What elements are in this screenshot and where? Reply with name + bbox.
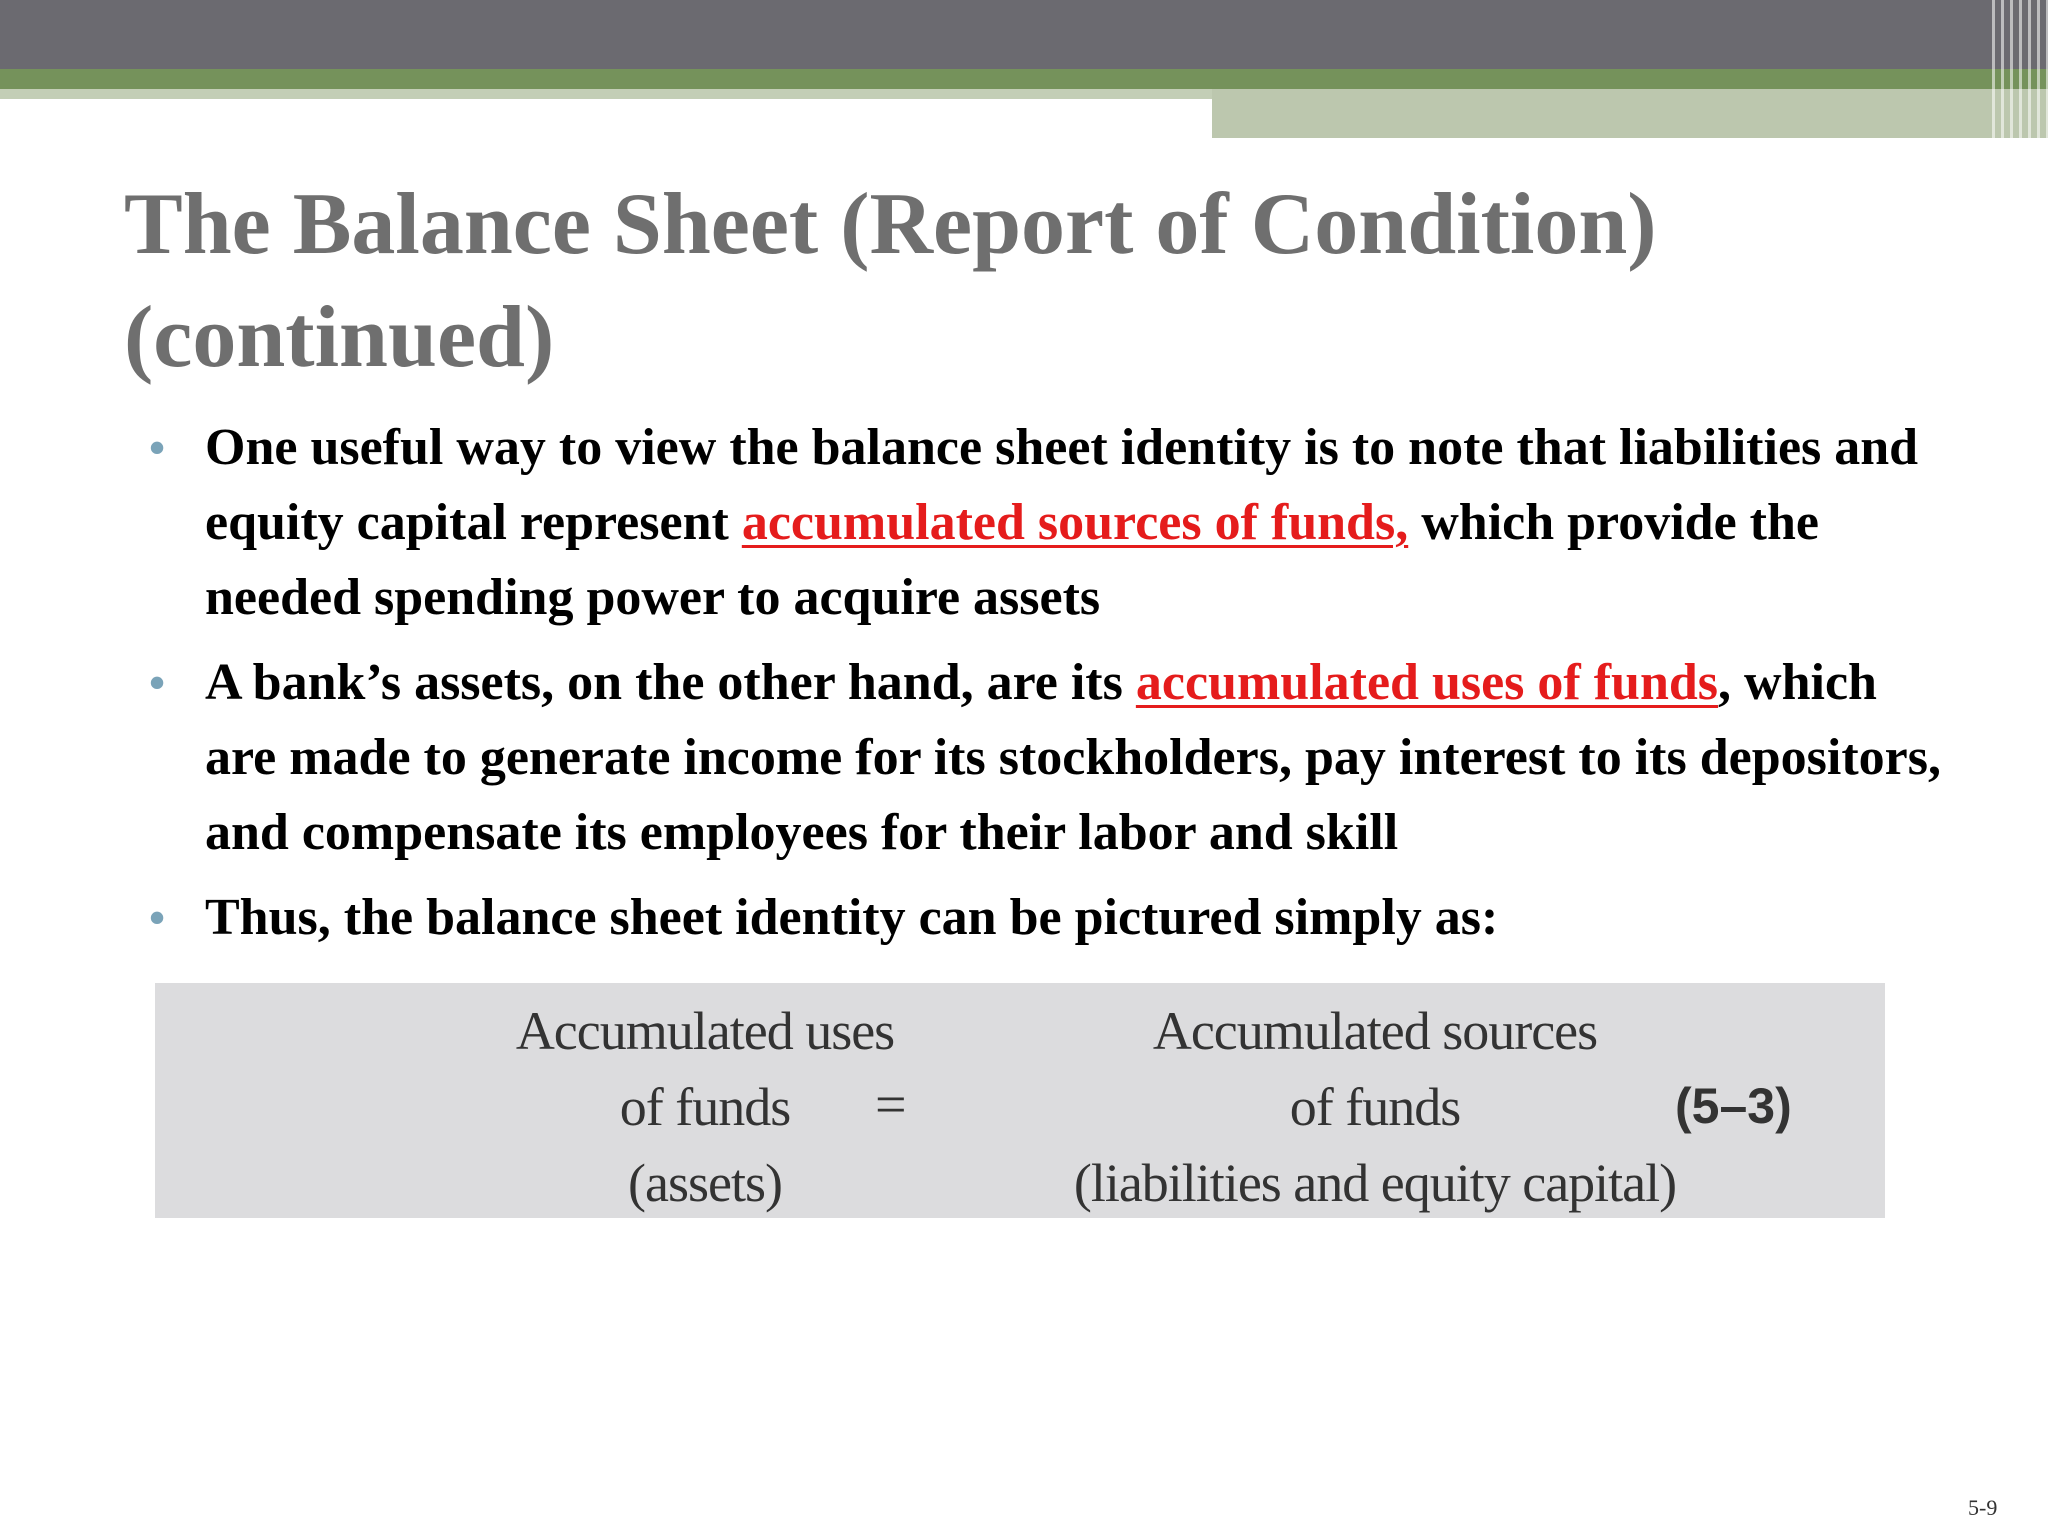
equation-left-line: Accumulated uses bbox=[515, 1001, 895, 1061]
bullet-dot-icon: • bbox=[149, 892, 166, 943]
equation-box bbox=[155, 983, 1885, 1218]
page-number: 5-9 bbox=[1968, 1495, 1998, 1520]
equation-left-line: (assets) bbox=[628, 1153, 782, 1213]
bullet-dot-icon: • bbox=[149, 657, 166, 708]
bullet-text: Thus, the balance sheet identity can be pictured simply as: bbox=[205, 889, 1499, 946]
bullet-item bbox=[145, 645, 1945, 870]
bullet-text: A bank’s assets, on the other hand, are its bbox=[205, 654, 1136, 711]
equals-sign: = bbox=[875, 1074, 907, 1136]
top-band-green bbox=[0, 69, 2048, 89]
equation-right-line: (liabilities and equity capital) bbox=[1073, 1153, 1677, 1213]
bullet-item bbox=[145, 410, 1945, 635]
bullet-list bbox=[145, 410, 1945, 965]
bullet-item bbox=[145, 880, 1945, 955]
bullet-text-continued: which provide the needed spending power to acquire assets bbox=[205, 494, 1819, 626]
highlighted-term: accumulated uses of funds bbox=[1135, 654, 1719, 711]
top-band-dark bbox=[0, 0, 2048, 69]
bullet-text: One useful way to view the balance sheet identity is to note that liabilities and equity capital represent bbox=[205, 419, 1919, 551]
top-band-light-left bbox=[0, 89, 1212, 99]
equation-right-line: Accumulated sources bbox=[1152, 1001, 1598, 1061]
slide-title: The Balance Sheet (Report of Condition) (continued) bbox=[124, 176, 1657, 386]
top-band-light-right bbox=[1212, 89, 2048, 138]
equation-left-line: of funds bbox=[619, 1077, 791, 1137]
bullet-dot-icon: • bbox=[149, 422, 166, 473]
equation-right-line: of funds bbox=[1289, 1077, 1461, 1137]
highlighted-term: accumulated sources of funds, bbox=[741, 494, 1409, 551]
corner-stripes bbox=[1986, 0, 2048, 138]
equation-number: (5–3) bbox=[1675, 1078, 1792, 1134]
bullet-text-continued: , which are made to generate income for its stockholders, pay interest to its depositors, and compensate its employees for their labor and skill bbox=[205, 654, 1941, 861]
